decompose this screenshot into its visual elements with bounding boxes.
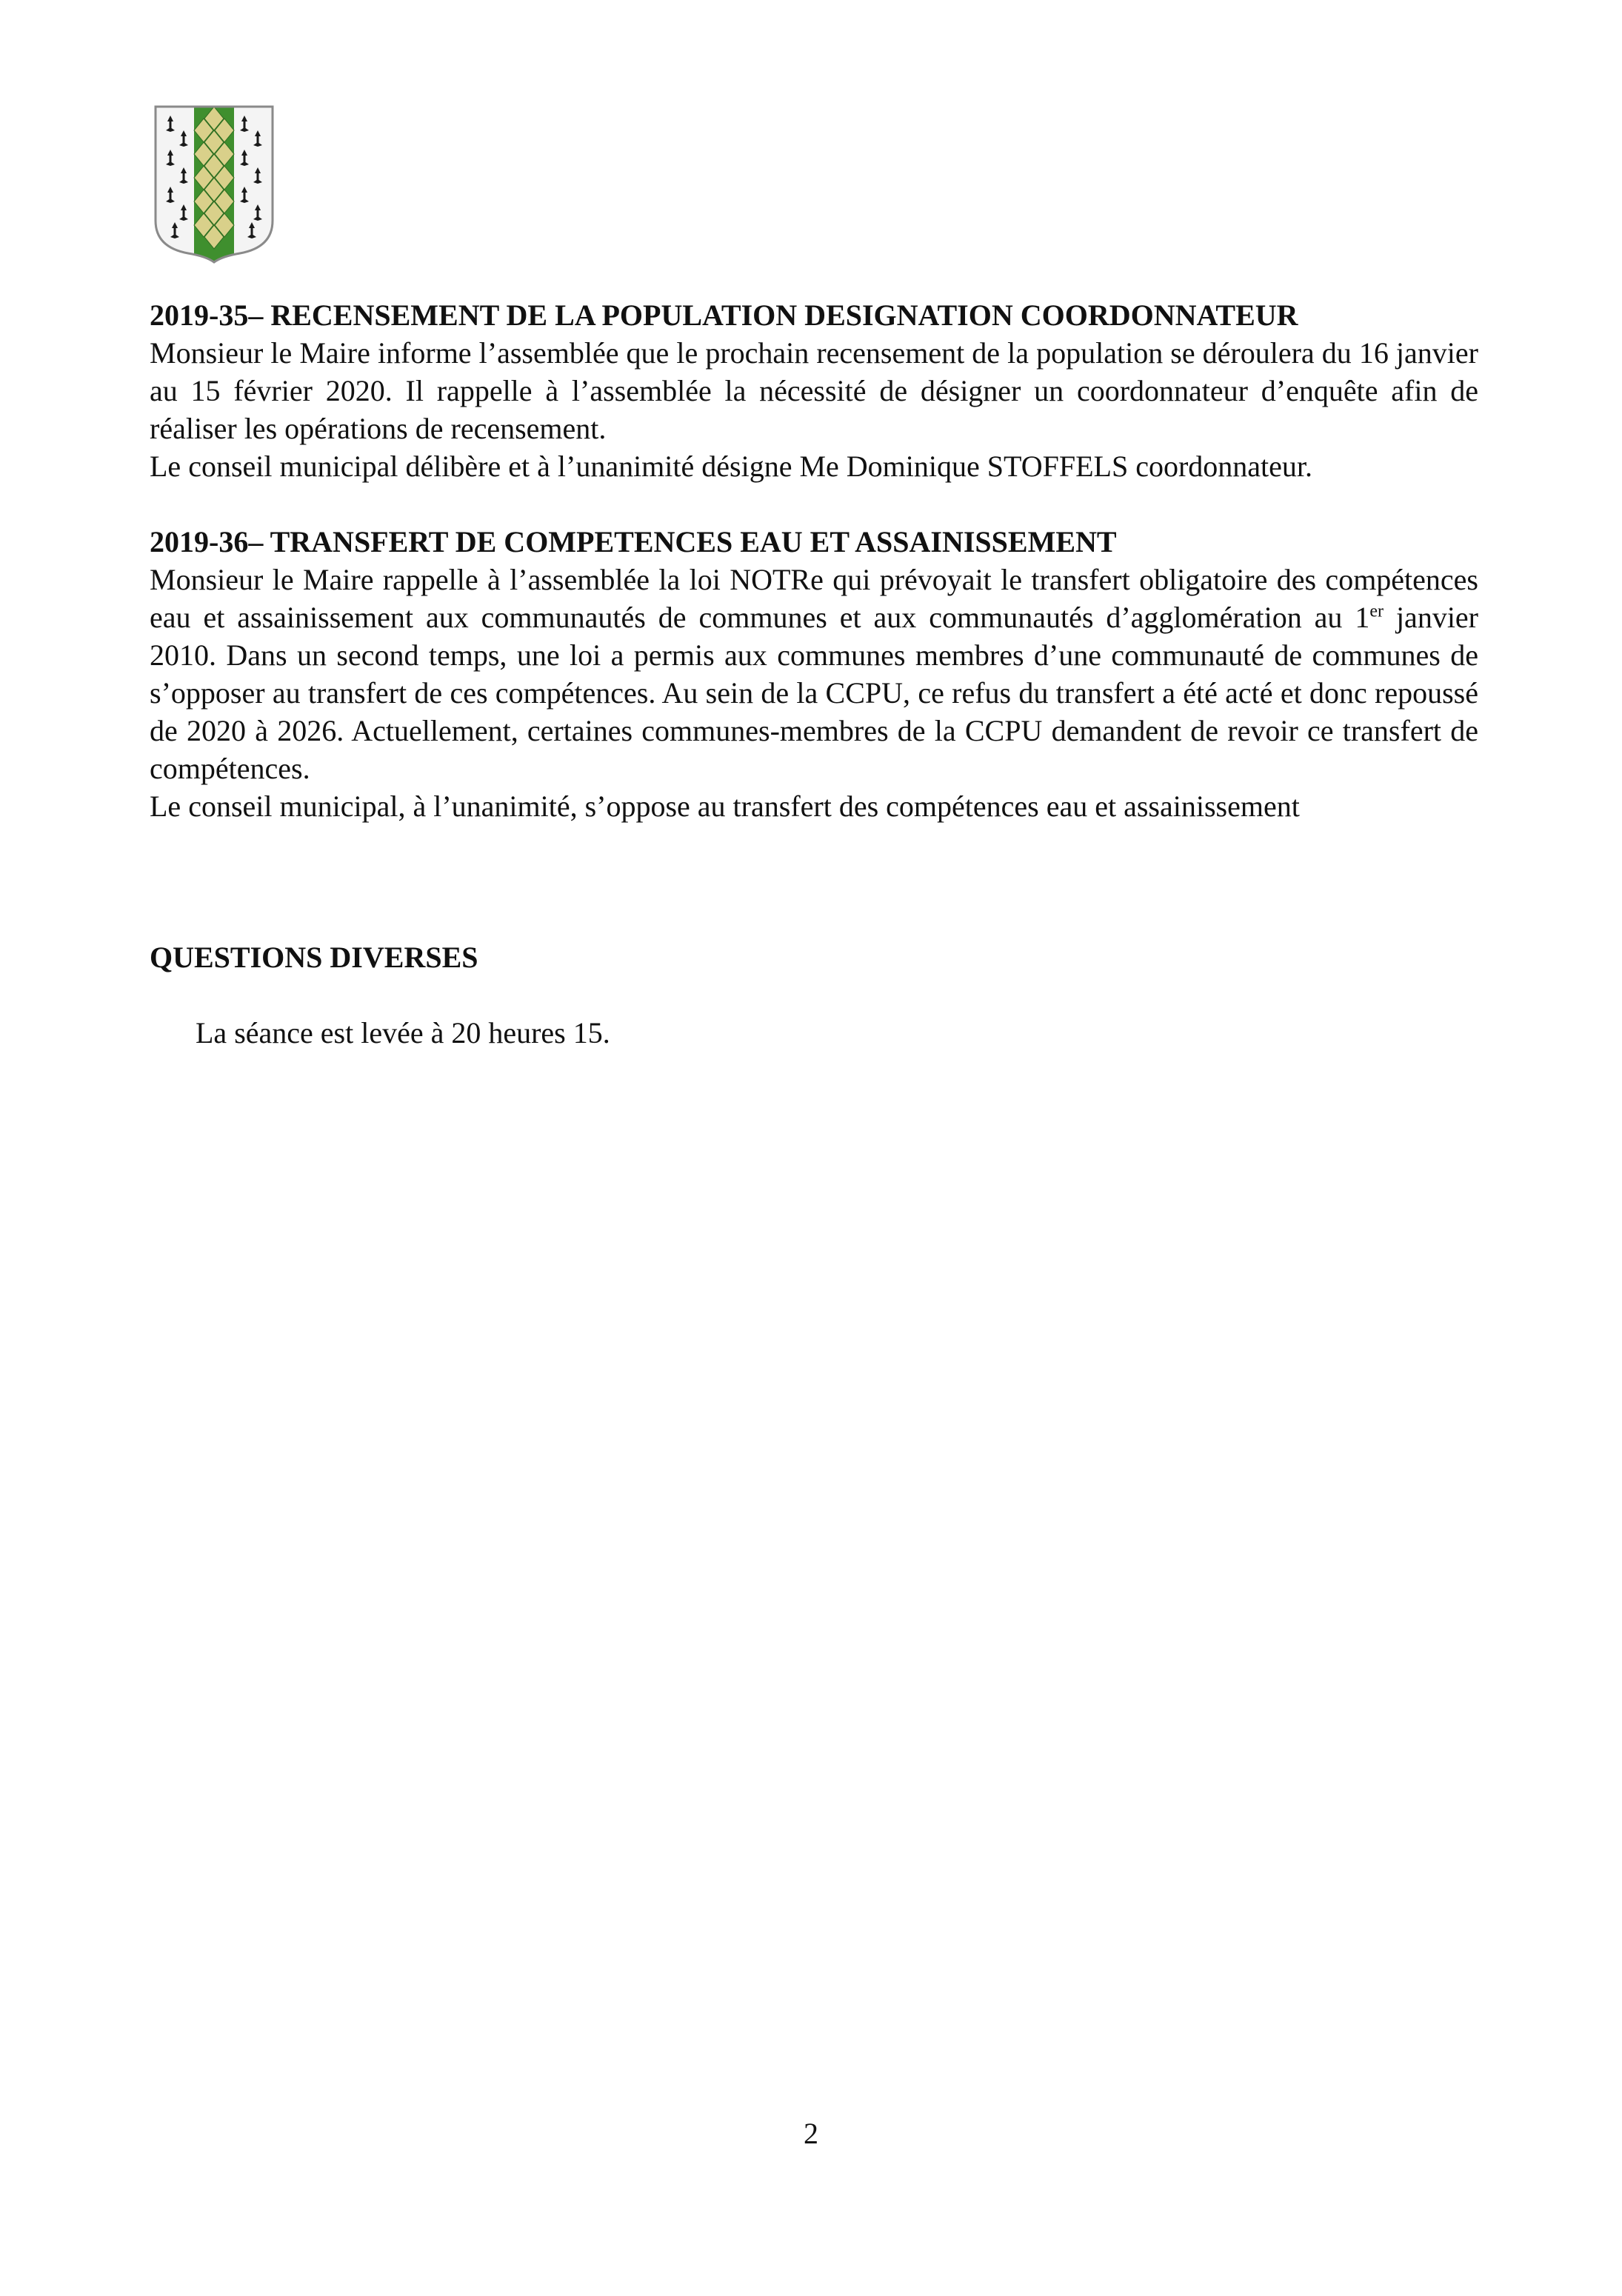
questions-heading: QUESTIONS DIVERSES [150,941,478,974]
coat-of-arms-icon [151,102,277,264]
page-number: 2 [804,2117,818,2150]
minutes-content [150,296,1478,1052]
section-decision: Le conseil municipal délibère et à l’unanimité désigne Me Dominique STOFFELS coordonnateur. [150,450,1313,483]
section-body [150,561,1478,787]
section-body: Monsieur le Maire informe l’assemblée que le prochain recensement de la population se déroulera du 16 janvier au 15 février 2020. Il rappelle à l’assemblée la nécessité de désigner un coordonnateur d’enquête afin de réaliser les opérations de recensement. [150,336,1478,445]
section-heading: 2019-36– TRANSFERT DE COMPETENCES EAU ET ASSAINISSEMENT [150,525,1117,558]
section-decision: Le conseil municipal, à l’unanimité, s’oppose au transfert des compétences eau et assainissement [150,790,1300,823]
section-body-part-1: Monsieur le Maire rappelle à l’assemblée la loi NOTRe qui prévoyait le transfert obligatoire des compétences eau et assainissement aux communautés de communes et aux communautés d’agglomération au 1 [150,563,1478,634]
closing-statement: La séance est levée à 20 heures 15. [196,1016,610,1049]
ordinal-superscript: er [1369,601,1384,621]
section-2019-36 [150,523,1478,825]
section-body-part-2: janvier 2010. Dans un second temps, une loi a permis aux communes membres d’une communauté de communes de s’opposer au transfert de ces compétences. Au sein de la CCPU, ce refus du transfert a été acté et donc repoussé de 2020 à 2026. Actuellement, certaines communes-membres de la CCPU demandent de revoir ce transfert de compétences. [150,601,1479,785]
section-heading: 2019-35– RECENSEMENT DE LA POPULATION DESIGNATION COORDONNATEUR [150,298,1298,332]
section-2019-35 [150,296,1478,485]
